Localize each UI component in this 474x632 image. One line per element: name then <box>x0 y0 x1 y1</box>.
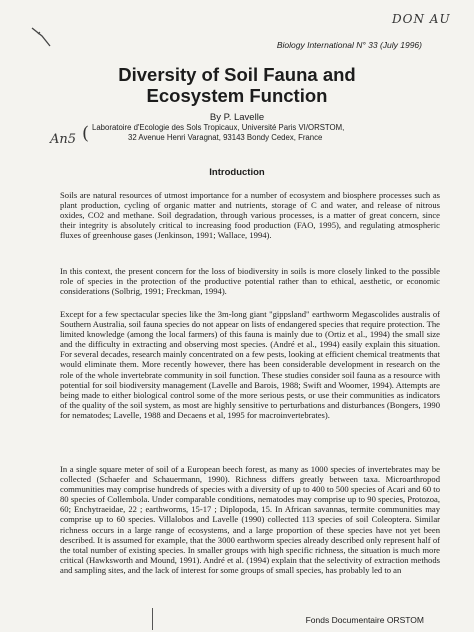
affiliation-bracket: ( <box>82 123 90 144</box>
body-paragraph-2: In this context, the present concern for the loss of biodiversity in soils is more closely linked to the possible role of species in the protection of the productive potential rather than to ethical, aesthetic, or economic considerations (Solbrig, 1991; Freckman, 1994). <box>60 266 440 297</box>
author-line: By P. Lavelle <box>209 112 265 123</box>
margin-mark <box>152 608 153 630</box>
section-heading: Introduction <box>209 167 265 178</box>
title-line-1: Diversity of Soil Fauna and <box>118 64 356 85</box>
journal-reference: Biology International N° 33 (July 1996) <box>276 40 422 50</box>
body-paragraph-4: In a single square meter of soil of a European beech forest, as many as 1000 species of invertebrates may be collected (Schaefer and Schauermann, 1990). Richness differs greatly between taxa. Microarthropod communities may comprise hundreds of species with a diversity of up to 400 to 500 species of Acari and 60 to 80 species of Collembola. Under comparable conditions, nematodes may comprise up to 90 species, Protozoa, 60; Enchytraeidae, 22 ; earthworms, 15-17 ; Diplopoda, 15. In African savannas, termite communities may comprise up to 60 species. Villalobos and Lavelle (1990) collected 113 species of soil Coleoptera. Similar richness occurs in a large range of ecosystems, and a large proportion of these species have not yet been described. It is assumed for example, that the 3000 earthworm species already described only represent half of the total number of existing species. In smaller groups with high specific richness, the situation is much more critical (Hawksworth and Mound, 1991). André et al. (1994) explain that the selectivity of extraction methods and sampling sites, and the lack of interest for some groups of small species, has probably led to an <box>60 464 440 575</box>
footer-stamp: Fonds Documentaire ORSTOM <box>305 615 424 625</box>
affiliation-line-2: 32 Avenue Henri Varagnat, 93143 Bondy Cedex, France <box>128 133 323 142</box>
title-line-2: Ecosystem Function <box>146 85 328 106</box>
affiliation-line-1: Laboratoire d'Ecologie des Sols Tropicaux, Université Paris VI/ORSTOM, <box>92 123 345 132</box>
corner-scribble-mark <box>30 26 52 48</box>
body-paragraph-3: Except for a few spectacular species like the 3m-long giant "gippsland" earthworm Megascolides australis of Southern Australia, soil fauna species do not appear on lists of endangered species that require protection. The limited knowledge (among the local farmers) of this fauna is mainly due to (Ortiz et al., 1994) the small size and the difficulty in extracting and observing most species. (André et al., 1994) easily explain this situation. For several decades, research mainly concentrated on a few pests, looking at efficient chemical treatments that would eliminate them. More recently however, there has been considerable development in research on the role of the whole invertebrate community in soil function. These studies consider soil fauna as a resource with potential for soil biodiversity management (Lavelle and Barois, 1988; Swift and Woomer, 1994). Attempts are being made to either biological control some of the more serious pests, or use their communities as indicators of the quality of the soil system, as most are highly sensitive to perturbations and disturbances (Bongers, 1990 for nematodes; Lavelle, 1988 and Decaens et al, 1995 for macroinvertebrates). <box>60 309 440 420</box>
handwritten-annotation-top: DON AU <box>392 12 451 26</box>
handwritten-annotation-margin: An5 <box>50 132 77 147</box>
affiliation <box>92 123 344 143</box>
body-paragraph-1: Soils are natural resources of utmost importance for a number of ecosystem and biosphere processes such as plant production, cycling of organic matter and nutrients, storage of C and water, and release of nitrous oxides, CO2 and methane. Soil degradation, through various processes, is a matter of great concern, since their integrity is absolutely critical to increasing food production (FAO, 1995), and regulating atmospheric fluxes of greenhouse gases (Jenkinson, 1991; Wallace, 1994). <box>60 190 440 241</box>
paper-title <box>0 64 474 106</box>
